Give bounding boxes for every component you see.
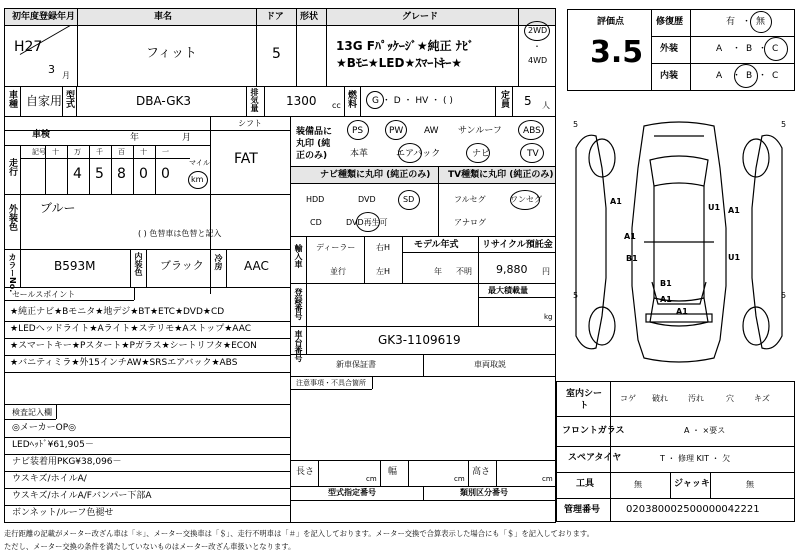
windshield-value: A ・ ×要ス (684, 426, 726, 435)
footer-line1: 走行距離の記載がメーター改ざん車は「＊」、メーター交換車は「＄」、走行不明車は「＃」を記入しております。メーター交換で合算表示した場合にも「＄」を記入しております。 (4, 529, 594, 538)
color-value: ブルー (40, 201, 76, 215)
inspector-line: ウスキズ/ホイルA/Fバンパー下部A (12, 491, 152, 501)
reg-month: 3 (48, 63, 55, 76)
ext-grade-1: ・ (732, 44, 742, 54)
windshield-label: フロントガラス (562, 426, 625, 436)
door-label: ドア (266, 12, 284, 22)
dim-width: 幅 (388, 467, 398, 477)
tv-title: TV種類に丸印 (純正のみ) (448, 170, 554, 180)
inspector-label: 検査記入欄 (12, 408, 52, 417)
equip-label: 装備品に丸印 (純正のみ) (296, 127, 333, 161)
car-label: 車名 (154, 12, 173, 22)
scale-bl: 5 (573, 291, 579, 300)
circle-ext-c (764, 37, 788, 61)
repair-label: 修復歴 (656, 17, 684, 27)
model-value: DBA-GK3 (136, 94, 191, 108)
int-grade-4: C (772, 71, 779, 81)
mileage-digit-4: 0 (161, 166, 170, 182)
inspector-line: ナビ装着用PKG¥38,096－ (12, 457, 122, 467)
registration-label: 登録番号 (294, 288, 303, 320)
ext-grade-4: C (772, 44, 779, 54)
grade-line1: 13G Fﾊﾟｯｹｰｼﾞ★純正 ﾅﾋﾞ (336, 39, 474, 53)
max-load-label: 最大積載量 (488, 286, 528, 295)
int-label: 内装 (660, 71, 679, 81)
ext-grade-3: ・ (758, 44, 768, 54)
rating-score: 3.5 (590, 35, 644, 70)
jack-value: 無 (746, 480, 754, 489)
equip-abs: ABS (523, 126, 541, 136)
mileage-km: km (191, 175, 204, 184)
mileage-unit-0: 十 (52, 148, 59, 156)
colorno-value: B593M (54, 259, 96, 273)
disp-cc: cc (332, 101, 341, 110)
circle-int-b (734, 64, 758, 88)
equip-leather: 本革 (350, 149, 369, 159)
mark-b1-1: B1 (626, 254, 638, 263)
car-name: フィット (146, 46, 197, 61)
scale-tr: 5 (781, 120, 787, 129)
type-label: 車種 (7, 90, 17, 108)
mark-a1-5: A1 (676, 307, 688, 316)
recycle-unit: 円 (542, 267, 550, 276)
mileage-unit-2: 千 (96, 148, 103, 156)
manage-value: 020380002500000042221 (626, 504, 760, 515)
notes-label: 注意事項・不具合箇所 (296, 379, 366, 387)
recycle-value: 9,880 (496, 263, 528, 276)
tools-label: 工具 (576, 479, 595, 489)
tools-value: 無 (634, 480, 642, 489)
fuel-options: G ・ D ・ HV ・ ( ) (372, 96, 453, 106)
repair-dot: ・ (742, 17, 752, 27)
mileage-digit-3: 0 (139, 166, 148, 182)
import-right: 右H (376, 243, 391, 252)
recycle-label: リサイクル預託金 (482, 240, 553, 250)
mileage-record: 記号 (32, 148, 46, 156)
int-color-value: ブラック (160, 259, 204, 272)
scale-br: 5 (781, 291, 787, 300)
int-grade-0: A (716, 71, 723, 81)
door-count: 5 (272, 46, 281, 62)
equip-navi: ナビ (472, 149, 491, 159)
mileage-unit-5: 一 (162, 148, 169, 156)
sheet-kizu: キズ (754, 394, 770, 403)
model-year-unknown: 不明 (456, 267, 472, 276)
sales-line: ★スマートキー★Pスタート★Pガラス★シートリフタ★ECON (10, 341, 257, 351)
sheet-ana: 穴 (726, 394, 734, 403)
mileage-unit-1: 万 (74, 148, 81, 156)
navi-hdd: HDD (306, 195, 325, 204)
inspection-month: 月 (182, 133, 192, 143)
ext-grade-2: B (746, 44, 753, 54)
cap-label: 定員 (499, 90, 509, 108)
import-left: 左H (376, 267, 391, 276)
drive-4wd: 4WD (528, 56, 548, 65)
inspection-year: 年 (130, 133, 140, 143)
fuel-label: 燃料 (346, 90, 356, 108)
shift-value: FAT (234, 151, 258, 167)
max-load-kg: kg (544, 313, 553, 321)
repair-no: 無 (756, 17, 766, 27)
car-damage-diagram (562, 108, 796, 376)
int-grade-2: B (746, 71, 753, 81)
sheet-koge: コゲ (620, 394, 636, 403)
int-grade-3: ・ (758, 71, 768, 81)
ext-label: 外装 (660, 44, 679, 54)
type-cert-label: 型式指定番号 (328, 488, 376, 497)
mileage-mile: マイル (189, 159, 210, 167)
mark-u1-2: U1 (728, 253, 741, 262)
scale-tl: 5 (573, 120, 579, 129)
cap-unit: 人 (542, 101, 550, 110)
inspector-line: LEDﾍｯﾄﾞ¥61,905－ (12, 440, 94, 450)
import-dealer: ディーラー (316, 243, 356, 252)
equip-tv: TV (527, 149, 539, 159)
equip-aw: AW (424, 126, 439, 136)
sheet-yogore: 汚れ (688, 394, 704, 403)
sheet-yabure: 破れ (652, 394, 668, 403)
sales-label: セールスポイント (12, 290, 76, 299)
ext-grade-0: A (716, 44, 723, 54)
navi-title: ナビ種類に丸印 (純正のみ) (320, 170, 431, 180)
inspector-line: ウスキズ/ホイルA/ (12, 474, 87, 484)
dim-height: 高さ (472, 467, 491, 477)
jack-label: ジャッキ (674, 479, 710, 489)
sales-line: ★バニティミラ★外15インチAW★SRSエアバック★ABS (10, 358, 238, 368)
mileage-digit-0: 4 (73, 166, 82, 182)
tv-analog: アナログ (454, 218, 486, 227)
class-no-label: 類別区分番号 (460, 488, 508, 497)
sales-line: ★純正ナビ★Bモニタ★地デジ★BT★ETC★DVD★CD (10, 307, 225, 317)
navi-sd: SD (403, 195, 415, 204)
mark-u1-1: U1 (708, 203, 721, 212)
color-label: 外装色 (7, 204, 17, 231)
mileage-digit-2: 8 (117, 166, 126, 182)
inspector-line: ボンネット/ルーフ色褪せ (12, 508, 114, 518)
disp-value: 1300 (286, 94, 317, 108)
tv-one: ワンセグ (510, 195, 542, 204)
ac-label: 冷房 (214, 254, 223, 270)
new-car-warranty: 新車保証書 (336, 360, 376, 369)
mileage-digit-1: 5 (95, 166, 104, 182)
navi-dvdplay: DVD再生可 (346, 218, 388, 227)
model-label: 型式 (64, 90, 74, 108)
shift-label: シフト (238, 119, 262, 128)
grade-label: グレード (402, 12, 439, 22)
mark-a1-4: A1 (660, 295, 672, 304)
dim-length: 長さ (296, 467, 315, 477)
dim-width-cm: cm (454, 475, 465, 483)
footer-line2: ただし、メーター交換の条件を満たしていないものはメーター改ざん車扱いとなります。 (4, 542, 296, 551)
chassis-label: 車台番号 (294, 330, 303, 362)
import-parallel: 並行 (330, 267, 346, 276)
sheet-label: 室内シート (566, 389, 603, 411)
mark-b1-2: B1 (660, 279, 672, 288)
drive-2wd: 2WD (528, 26, 548, 35)
mark-a1-3: A1 (728, 206, 740, 215)
cap-value: 5 (524, 94, 532, 108)
mileage-label: 走行 (7, 158, 17, 176)
import-label: 輸入車 (294, 244, 303, 268)
chassis-value: GK3-1109619 (378, 333, 461, 347)
int-grade-1: ・ (732, 71, 742, 81)
mark-a1-2: A1 (624, 232, 636, 241)
rating-label: 評価点 (597, 17, 625, 27)
equip-sunroof: サンルーフ (458, 126, 502, 136)
equip-pw: PW (389, 126, 404, 136)
equip-ps: PS (352, 126, 364, 136)
mileage-unit-4: 十 (140, 148, 147, 156)
inspector-line: ◎メーカーOP◎ (12, 423, 77, 433)
shape-label: 形状 (300, 12, 319, 22)
navi-dvd: DVD (358, 195, 376, 204)
model-year-year: 年 (434, 267, 442, 276)
colorno-label: カラーNo. (8, 253, 17, 293)
grade-line2: ★Bﾓﾆ★LED★ｽﾏｰﾄｷｰ★ (336, 56, 462, 70)
mark-a1-1: A1 (610, 197, 622, 206)
navi-cd: CD (310, 218, 322, 227)
reg-month-unit: 月 (62, 71, 70, 80)
mileage-unit-3: 百 (118, 148, 125, 156)
dim-length-cm: cm (366, 475, 377, 483)
spare-value: T ・ 修理 KIT ・ 欠 (660, 454, 731, 463)
int-color-label: 内装色 (134, 252, 143, 276)
disp-label: 排気量 (250, 88, 259, 112)
manage-label: 管理番号 (564, 505, 601, 515)
equip-airbag: エアバック (396, 149, 441, 159)
model-year-label: モデル年式 (414, 240, 459, 250)
reg-label: 初年度登録年月 (12, 12, 76, 22)
repair-yes: 有 (726, 17, 736, 27)
dim-height-cm: cm (542, 475, 553, 483)
vehicle-manual: 車両取説 (474, 360, 506, 369)
type-value: 自家用 (26, 94, 63, 108)
spare-label: スペアタイヤ (568, 453, 622, 463)
sales-line: ★LEDヘッドライト★Aライト★ステリモ★Aストップ★AAC (10, 324, 251, 334)
drive-dot: ・ (533, 42, 541, 51)
ac-value: AAC (244, 259, 269, 273)
color-note: ( ) 色替車は色替と記入 (138, 229, 222, 238)
tv-full: フルセグ (454, 195, 486, 204)
reg-era: H27 (14, 39, 43, 55)
inspection-label: 車検 (32, 130, 51, 140)
